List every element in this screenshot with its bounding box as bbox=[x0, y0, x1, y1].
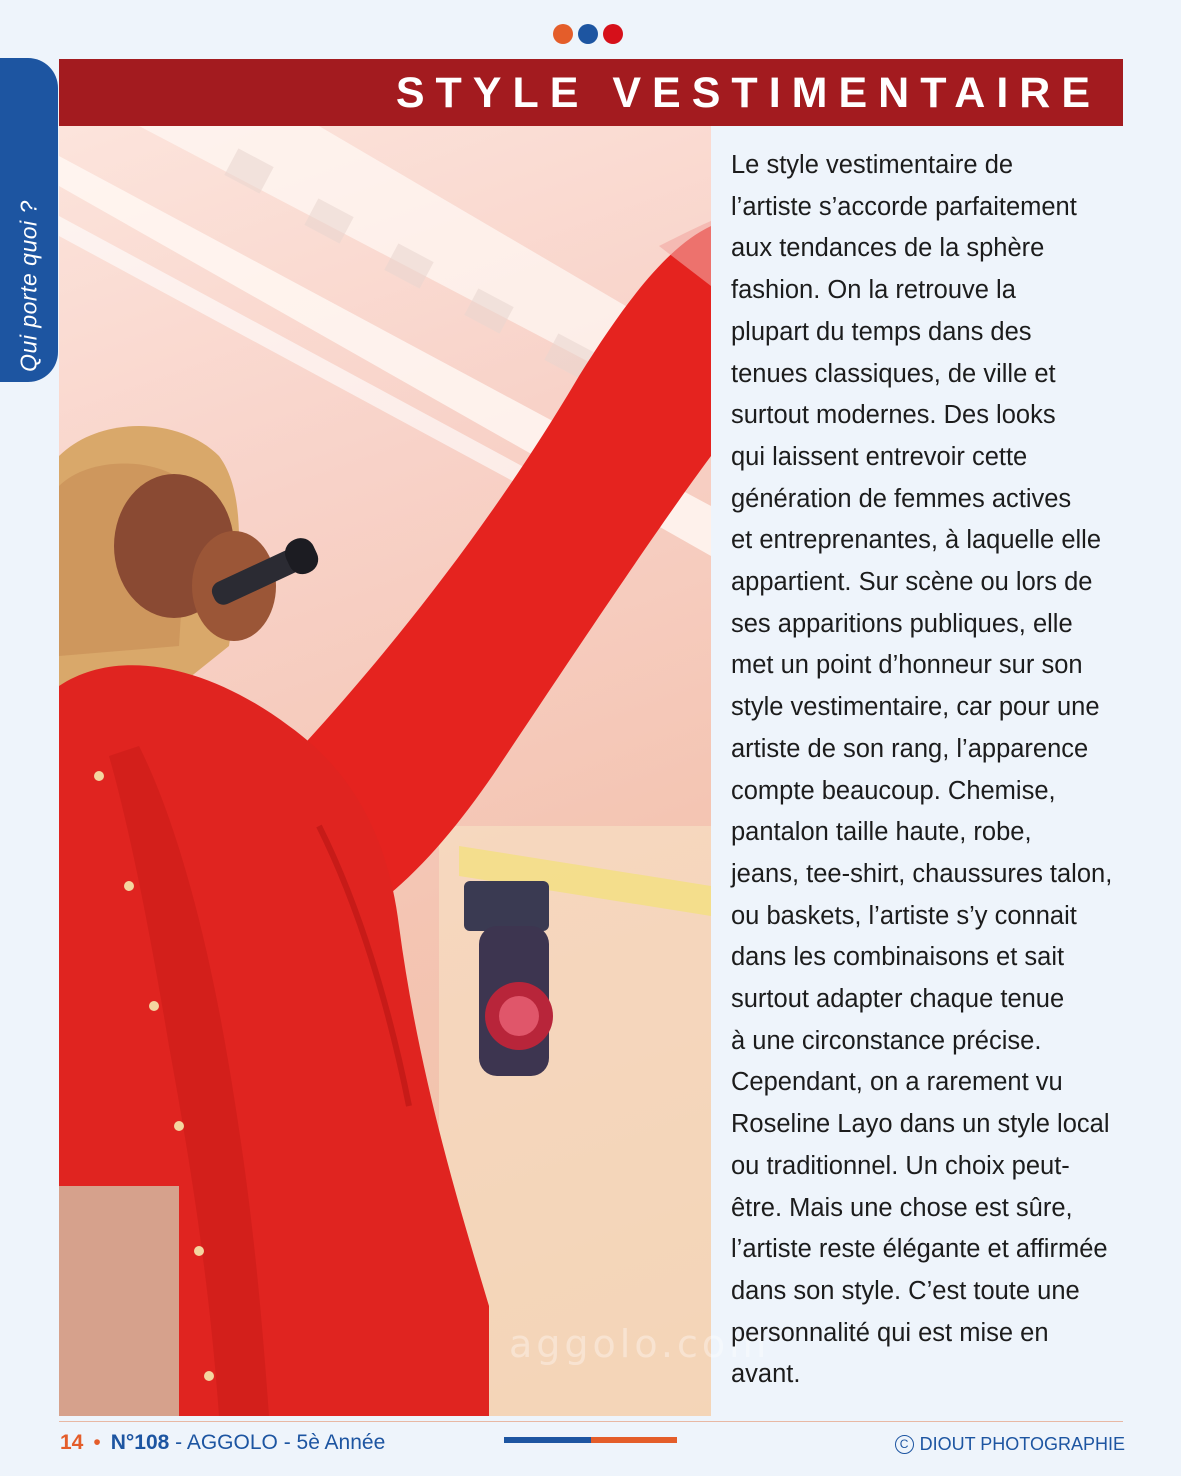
article-line: compte beaucoup. Chemise, bbox=[731, 776, 1056, 805]
article-line: aux tendances de la sphère bbox=[731, 234, 1045, 263]
article-line: dans son style. C’est toute une bbox=[731, 1276, 1080, 1305]
article-line: dans les combinaisons et sait bbox=[731, 943, 1065, 972]
article-line: pantalon taille haute, robe, bbox=[731, 818, 1032, 847]
footer-bullet: • bbox=[93, 1431, 101, 1454]
article-line: personnalité qui est mise en bbox=[731, 1318, 1049, 1347]
article-body bbox=[731, 145, 1131, 1396]
article-line: ou traditionnel. Un choix peut- bbox=[731, 1151, 1070, 1180]
photo-credit-text: DIOUT PHOTOGRAPHIE bbox=[919, 1434, 1125, 1454]
article-line: appartient. Sur scène ou lors de bbox=[731, 568, 1093, 597]
magazine-name: - AGGOLO - 5è Année bbox=[169, 1431, 386, 1454]
article-line: Roseline Layo dans un style local bbox=[731, 1110, 1110, 1139]
red-dot bbox=[603, 24, 623, 44]
article-line: tenues classiques, de ville et bbox=[731, 359, 1056, 388]
article-line: met un point d’honneur sur son bbox=[731, 651, 1083, 680]
page-title: STYLE VESTIMENTAIRE bbox=[395, 69, 1101, 117]
footer-bar-blue bbox=[504, 1437, 591, 1443]
article-line: ou baskets, l’artiste s’y connait bbox=[731, 901, 1077, 930]
article-line: artiste de son rang, l’apparence bbox=[731, 734, 1089, 763]
copyright-icon: C bbox=[895, 1435, 914, 1454]
footer-divider bbox=[59, 1421, 1123, 1422]
article-line: Cependant, on a rarement vu bbox=[731, 1068, 1063, 1097]
article-line: jeans, tee-shirt, chaussures talon, bbox=[731, 859, 1113, 888]
footer-color-bar bbox=[504, 1437, 677, 1443]
footer-bar-orange bbox=[591, 1437, 677, 1443]
article-line: qui laissent entrevoir cette bbox=[731, 442, 1028, 471]
article-line: à une circonstance précise. bbox=[731, 1026, 1042, 1055]
page-number: 14 bbox=[60, 1431, 84, 1454]
section-tab bbox=[0, 58, 58, 382]
article-line: avant. bbox=[731, 1360, 801, 1389]
article-line: surtout adapter chaque tenue bbox=[731, 985, 1065, 1014]
article-line: ses apparitions publiques, elle bbox=[731, 609, 1073, 638]
watermark: aggolo.com bbox=[509, 1322, 771, 1366]
title-banner bbox=[59, 59, 1123, 126]
photo-illustration bbox=[59, 126, 711, 1416]
photo-credit bbox=[895, 1431, 1125, 1457]
header-dots bbox=[553, 24, 623, 44]
article-line: Le style vestimentaire de bbox=[731, 151, 1014, 179]
footer-issue-info bbox=[60, 1429, 385, 1457]
article-line: et entreprenantes, à laquelle elle bbox=[731, 526, 1102, 555]
article-line: l’artiste reste élégante et affirmée bbox=[731, 1235, 1108, 1264]
issue-number: N°108 bbox=[110, 1431, 170, 1454]
blue-dot bbox=[578, 24, 598, 44]
article-line: style vestimentaire, car pour une bbox=[731, 693, 1100, 722]
article-line: être. Mais une chose est sûre, bbox=[731, 1193, 1073, 1222]
article-line: surtout modernes. Des looks bbox=[731, 401, 1056, 430]
article-line: l’artiste s’accorde parfaitement bbox=[731, 192, 1077, 221]
article-line: génération de femmes actives bbox=[731, 484, 1072, 513]
section-tab-label: Qui porte quoi ? bbox=[15, 200, 42, 372]
article-line: fashion. On la retrouve la bbox=[731, 276, 1016, 305]
article-line: plupart du temps dans des bbox=[731, 317, 1032, 346]
orange-dot bbox=[553, 24, 573, 44]
